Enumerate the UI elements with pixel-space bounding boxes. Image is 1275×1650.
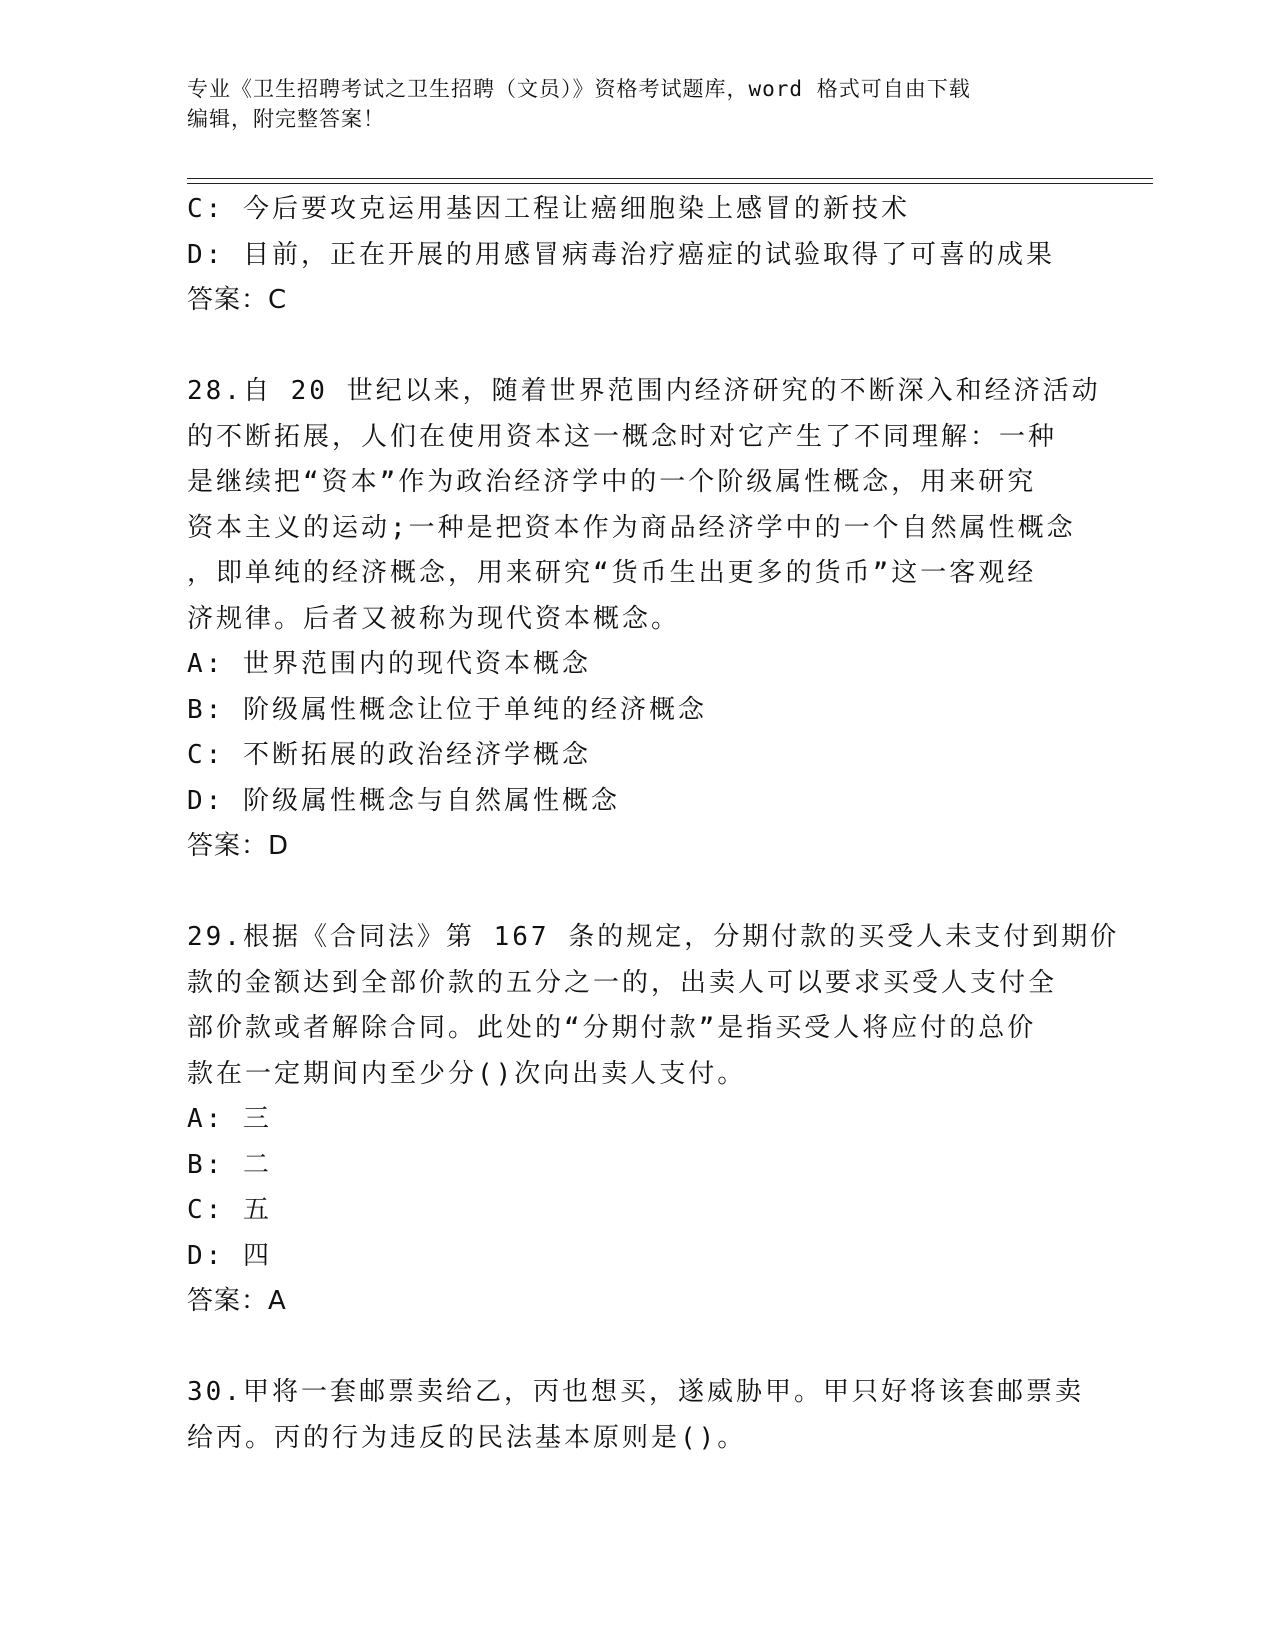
question-28 <box>187 369 1101 870</box>
document-body <box>187 187 1120 1461</box>
option-b: B: 阶级属性概念让位于单纯的经济概念 <box>187 694 707 725</box>
document-header <box>187 74 1087 134</box>
question-30 <box>187 1370 1087 1461</box>
option-a: A: 三 <box>187 1104 272 1134</box>
question-text-line: 款在一定期间内至少分()次向出卖人支付。 <box>187 1058 747 1089</box>
question-text-line: 28.自 20 世纪以来，随着世界范围内经济研究的不断深入和经济活动 <box>187 376 1101 406</box>
answer-line: 答案：C <box>187 285 288 315</box>
question-text-line: 是继续把“资本”作为政治经济学中的一个阶级属性概念，用来研究 <box>187 467 1037 497</box>
spacer <box>187 870 1087 916</box>
option-c: C: 五 <box>187 1195 272 1225</box>
question-text-line: 济规律。后者又被称为现代资本概念。 <box>187 603 681 634</box>
option-d: D: 目前，正在开展的用感冒病毒治疗癌症的试验取得了可喜的成果 <box>187 239 1055 270</box>
question-29 <box>187 915 1120 1325</box>
answer-line: 答案：D <box>187 831 290 861</box>
question-text-line: 资本主义的运动;一种是把资本作为商品经济学中的一个自然属性概念 <box>187 512 1076 543</box>
option-c: C: 不断拓展的政治经济学概念 <box>187 740 591 770</box>
header-line-1: 专业《卫生招聘考试之卫生招聘（文员）》资格考试题库，word 格式可自由下载 <box>187 77 971 101</box>
question-text-line: ，即单纯的经济概念，用来研究“货币生出更多的货币”这一客观经 <box>187 558 1037 588</box>
question-text-line: 给丙。丙的行为违反的民法基本原则是()。 <box>187 1422 747 1453</box>
question-text-line: 29.根据《合同法》第 167 条的规定，分期付款的买受人未支付到期价 <box>187 922 1120 952</box>
question-text-line: 的不断拓展，人们在使用资本这一概念时对它产生了不同理解：一种 <box>187 421 1058 452</box>
spacer <box>187 1325 1087 1371</box>
question-text-line: 部价款或者解除合同。此处的“分期付款”是指买受人将应付的总价 <box>187 1013 1037 1043</box>
option-d: D: 四 <box>187 1240 272 1271</box>
header-rule-top <box>187 178 1153 179</box>
spacer <box>187 324 1087 370</box>
header-line-2: 编辑，附完整答案！ <box>187 107 385 131</box>
question-text-line: 30.甲将一套邮票卖给乙，丙也想买，遂威胁甲。甲只好将该套邮票卖 <box>187 1377 1084 1407</box>
option-d: D: 阶级属性概念与自然属性概念 <box>187 785 620 816</box>
header-rule-bottom <box>187 183 1153 184</box>
question-text-line: 款的金额达到全部价款的五分之一的，出卖人可以要求买受人支付全 <box>187 967 1058 998</box>
question-27-tail <box>187 187 1087 324</box>
option-a: A: 世界范围内的现代资本概念 <box>187 649 591 679</box>
option-b: B: 二 <box>187 1149 272 1180</box>
answer-line: 答案：A <box>187 1286 287 1316</box>
option-c: C: 今后要攻克运用基因工程让癌细胞染上感冒的新技术 <box>187 194 910 224</box>
